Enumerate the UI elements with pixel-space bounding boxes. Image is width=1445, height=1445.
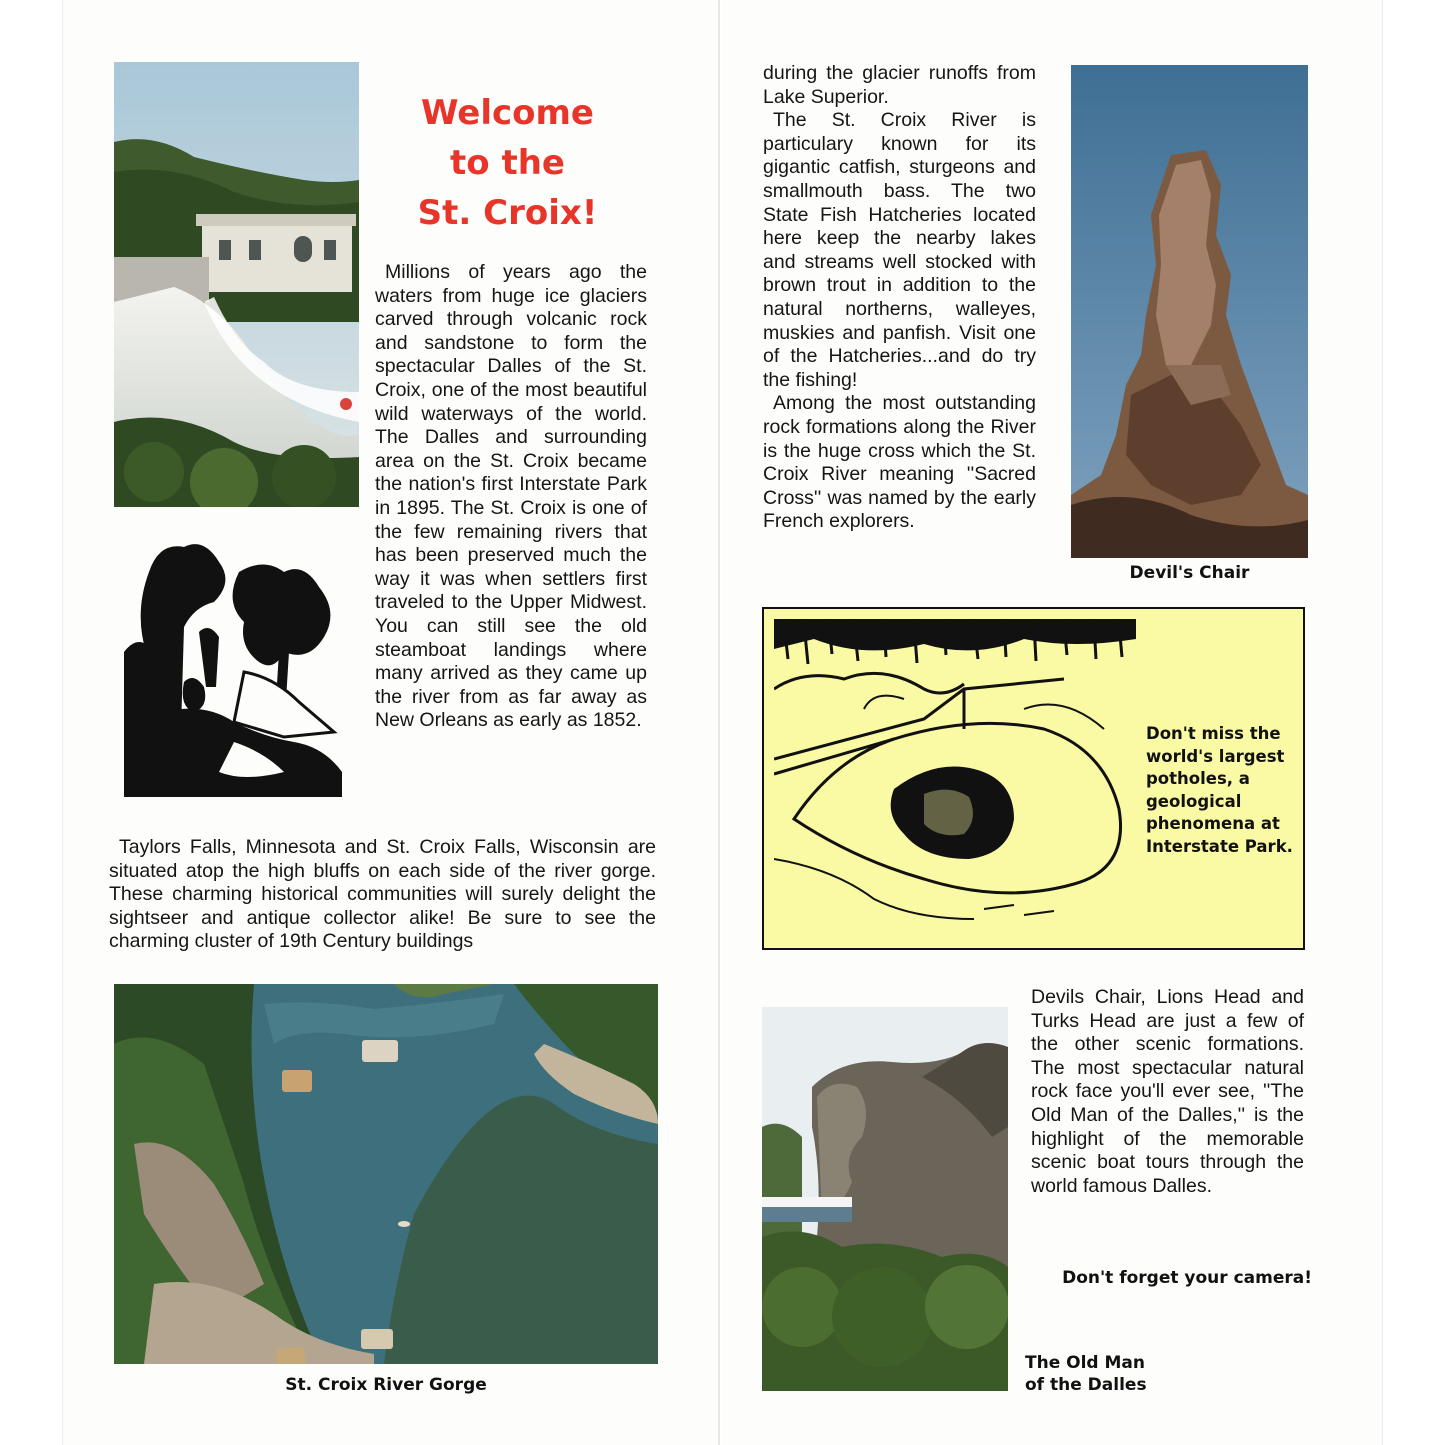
river-gorge-photo — [114, 984, 658, 1364]
caption-line: The Old Man — [1025, 1353, 1146, 1373]
right-edge — [1382, 0, 1383, 1445]
fish-text: The St. Croix River is particulary known for its gigantic catfish, sturgeons and smallmouth bass. The two State Fish Hatcheries located here keep the nearby lakes and streams well stocked with brown trout in addition to the natural northerns, walleyes, muskies and panfish. Visit one of the Hatcheries...and do try the fishing! — [763, 109, 1036, 391]
title-line: St. Croix! — [417, 193, 598, 233]
pothole-callout-text: Don't miss the world's largest potholes, a geological phenomena at Interstate Park. — [1146, 724, 1293, 856]
gorge-caption: St. Croix River Gorge — [285, 1375, 487, 1395]
old-man-of-the-dalles-photo — [762, 1007, 1008, 1391]
glacier-runoff-text: during the glacier runoffs from Lake Superior. — [763, 62, 1036, 108]
caption-line: of the Dalles — [1025, 1375, 1147, 1395]
towns-paragraph — [109, 836, 656, 954]
title-line: Welcome — [420, 93, 594, 133]
cross-text: Among the most outstanding rock formations along the River is the huge cross which the St. Croix River meaning ''Sacred Cross'' was named by the early French explorers. — [763, 392, 1036, 533]
forest-silhouette-illustration — [124, 532, 342, 797]
left-edge — [62, 0, 63, 1445]
intro-text: Millions of years ago the waters from huge ice glaciers carved through volcanic rock and sandstone to form the spectacular Dalles of the St. Croix, one of the most beautiful wild waterways of the world. The Dalles and surrounding area on the St. Croix became the nation's first Interstate Park in 1895. The St. Croix is one of the few remaining rivers that has been preserved much the way it was when settlers first traveled to the Upper Midwest. You can still see the old steamboat landings where many arrived as they came up the river from as far away as New Orleans as early as 1852. — [375, 261, 647, 732]
towns-text: Taylors Falls, Minnesota and St. Croix Falls, Wisconsin are situated atop the high bluffs on each side of the river gorge. These charming historical communities will surely delight the sightseer and antique collector alike! Be sure to see the charming cluster of 19th Century buildings — [109, 836, 656, 953]
pothole-callout-box — [762, 607, 1305, 950]
title-line: to the — [450, 143, 565, 183]
pothole-illustration — [774, 619, 1136, 937]
fishing-paragraphs — [763, 62, 1036, 534]
page-title — [395, 88, 620, 238]
intro-paragraph — [375, 261, 647, 733]
formations-text: Devils Chair, Lions Head and Turks Head are just a few of the other scenic formations. The most spectacular natural rock face you'll ever see, ''The Old Man of the Dalles,'' is the highlight of the memorable scenic boat tours through the world famous Dalles. — [1031, 986, 1304, 1197]
camera-note: Don't forget your camera! — [1062, 1268, 1312, 1288]
fold-line — [718, 0, 720, 1445]
old-man-caption — [1025, 1352, 1165, 1396]
devils-chair-caption: Devil's Chair — [1129, 563, 1250, 583]
scenic-formations-paragraph — [1031, 986, 1304, 1198]
dam-waterfall-photo — [114, 62, 359, 507]
devils-chair-photo — [1071, 65, 1308, 558]
